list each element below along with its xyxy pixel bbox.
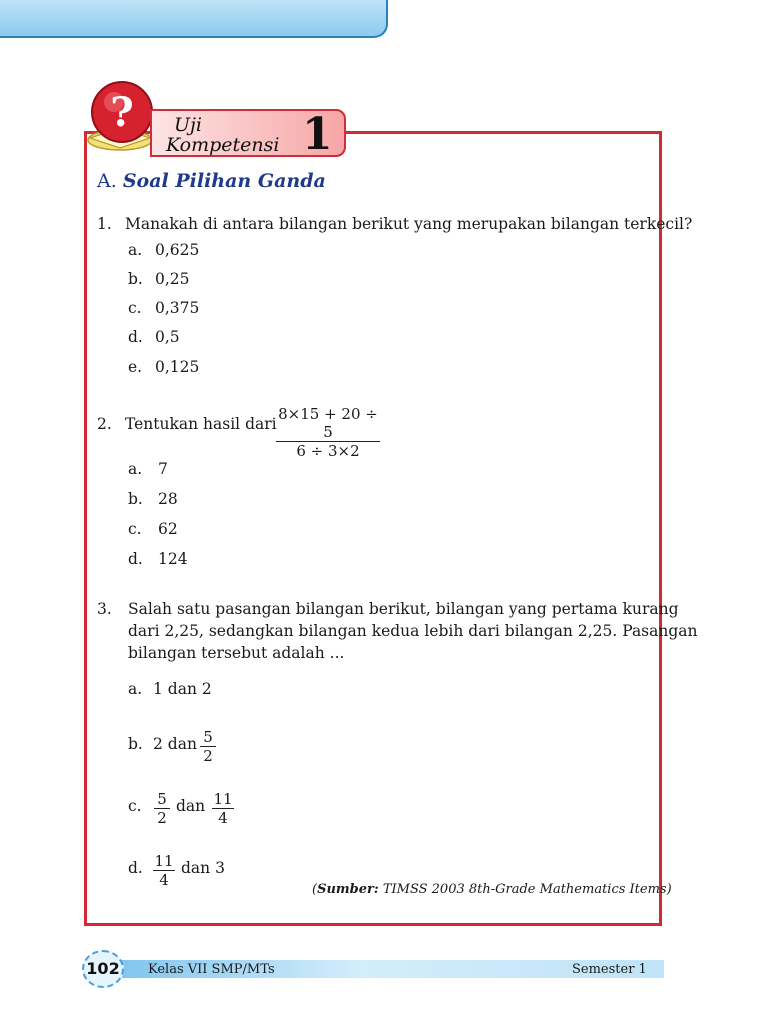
option-3d-fraction — [153, 852, 175, 889]
option-letter: b. — [128, 490, 143, 508]
question-3-line-2: dari 2,25, sedangkan bilangan kedua lebih dari bilangan 2,25. Pasangan — [128, 622, 698, 640]
option-value: 0,25 — [155, 270, 190, 288]
banner-line-uji: Uji — [174, 114, 202, 136]
fraction-denominator: 4 — [212, 808, 234, 827]
fraction-denominator: 2 — [200, 746, 216, 765]
fraction-numerator: 11 — [154, 852, 174, 870]
option-1c — [128, 299, 200, 317]
option-3b-fraction — [200, 728, 216, 765]
banner-line-kompetensi: Kompetensi — [166, 134, 280, 156]
option-3a — [128, 680, 212, 698]
page-number: 102 — [82, 950, 124, 988]
question-number: 1. — [97, 215, 112, 233]
option-2d — [128, 550, 188, 568]
question-text: Tentukan hasil dari — [125, 415, 277, 433]
option-value: 1 dan 2 — [153, 680, 212, 698]
uji-kompetensi-banner — [150, 109, 346, 160]
option-letter: a. — [128, 460, 143, 478]
option-1d — [128, 328, 180, 346]
svg-text:?: ? — [110, 89, 134, 136]
question-2-fraction — [276, 405, 380, 460]
option-3c-middle: dan — [176, 797, 206, 815]
question-2 — [97, 415, 277, 433]
footer-semester-label: Semester 1 — [572, 962, 647, 977]
banner-number: 1 — [302, 109, 333, 160]
option-1e — [128, 358, 200, 376]
option-value: 0,5 — [155, 328, 180, 346]
option-value: 28 — [158, 490, 178, 508]
option-letter: d. — [128, 550, 143, 568]
option-letter: a. — [128, 241, 143, 259]
question-3-line-1: Salah satu pasangan bilangan berikut, bilangan yang pertama kurang — [128, 600, 679, 618]
option-value: 124 — [158, 550, 188, 568]
section-heading — [97, 170, 326, 192]
option-1a — [128, 241, 200, 259]
option-value: 62 — [158, 520, 178, 538]
option-letter: c. — [128, 797, 142, 815]
fraction-numerator: 5 — [157, 790, 167, 808]
top-tab-decoration — [0, 0, 388, 38]
fraction-denominator: 4 — [153, 870, 175, 889]
option-letter: c. — [128, 299, 142, 317]
section-letter: A. — [97, 170, 117, 192]
question-1 — [97, 215, 693, 233]
option-3c-fraction-2 — [212, 790, 234, 827]
option-value: 7 — [158, 460, 168, 478]
option-value: 0,125 — [155, 358, 200, 376]
option-3c-fraction-1 — [154, 790, 170, 827]
question-3-line-3: bilangan tersebut adalah ... — [128, 644, 345, 662]
fraction-numerator: 8×15 + 20 ÷ 5 — [278, 405, 378, 441]
option-3d-suffix: dan 3 — [181, 859, 225, 877]
question-3-number: 3. — [97, 600, 112, 618]
option-1b — [128, 270, 190, 288]
option-letter: c. — [128, 520, 142, 538]
section-title: Soal Pilihan Ganda — [122, 170, 326, 192]
option-letter: a. — [128, 680, 143, 698]
option-letter: e. — [128, 358, 143, 376]
source-text: TIMSS 2003 8th-Grade Mathematics Items — [382, 882, 667, 897]
option-value: 0,375 — [155, 299, 200, 317]
fraction-numerator: 5 — [203, 728, 213, 746]
option-3d — [128, 859, 143, 877]
option-3c — [128, 797, 142, 815]
question-number: 2. — [97, 415, 112, 433]
fraction-denominator: 6 ÷ 3×2 — [276, 441, 380, 460]
source-citation: (Sumber: TIMSS 2003 8th-Grade Mathematics Items) — [312, 882, 672, 897]
option-3b — [128, 735, 197, 753]
question-text: Manakah di antara bilangan berikut yang merupakan bilangan terkecil? — [125, 215, 693, 233]
fraction-numerator: 11 — [213, 790, 233, 808]
option-letter: d. — [128, 328, 143, 346]
option-letter: b. — [128, 735, 143, 753]
option-2c — [128, 520, 178, 538]
source-label: Sumber: — [317, 882, 379, 897]
option-2b — [128, 490, 178, 508]
option-text: 2 dan — [153, 735, 197, 753]
option-value: 0,625 — [155, 241, 200, 259]
option-letter: d. — [128, 859, 143, 877]
option-2a — [128, 460, 168, 478]
option-letter: b. — [128, 270, 143, 288]
footer-class-label: Kelas VII SMP/MTs — [148, 962, 275, 977]
fraction-denominator: 2 — [154, 808, 170, 827]
